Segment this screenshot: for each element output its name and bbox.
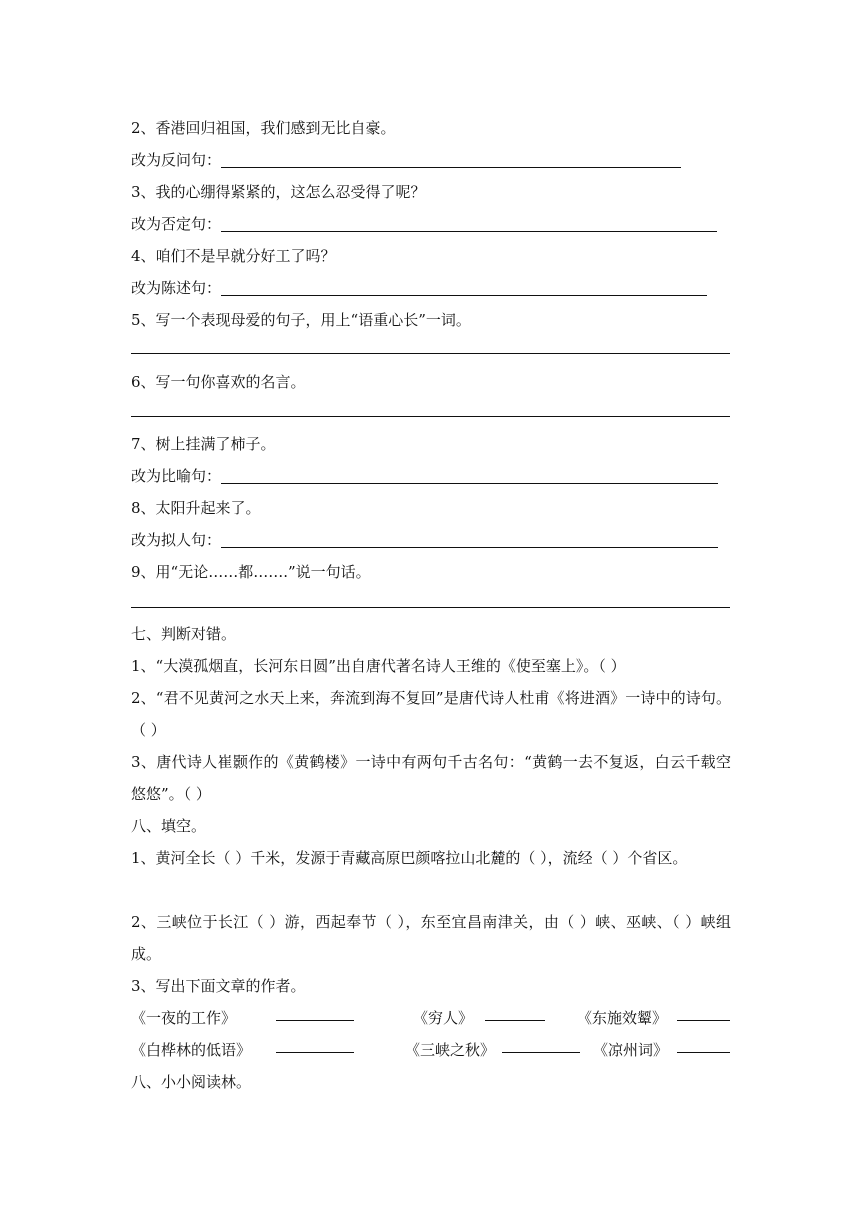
item-8-label: 改为拟人句：	[131, 531, 222, 549]
work-title: 《三峡之秋》	[405, 1041, 496, 1059]
item-8: 8、太阳升起来了。	[131, 499, 261, 517]
author-blank[interactable]	[502, 1034, 580, 1053]
item-2: 2、香港回归祖国，我们感到无比自豪。	[131, 119, 396, 137]
author-blank[interactable]	[276, 1002, 354, 1021]
authors-row-2	[131, 1034, 731, 1066]
fill-1: 1、黄河全长（ ）千米，发源于青藏高原巴颜喀拉山北麓的（ ），流经（ ）个省区。	[131, 849, 688, 867]
author-blank[interactable]	[677, 1034, 730, 1053]
judge-1: 1、“大漠孤烟直，长河东日圆”出自唐代著名诗人王维的《使至塞上》。（ ）	[131, 657, 626, 675]
judge-3: 3、唐代诗人崔颢作的《黄鹤楼》一诗中有两句千古名句：“黄鹤一去不复返，白云千载空悠悠”。（ ）	[131, 753, 731, 803]
work-title: 《一夜的工作》	[131, 1009, 237, 1027]
section-8-heading: 八、填空。	[131, 817, 207, 835]
item-2-label: 改为反问句：	[131, 151, 222, 169]
judge-2: 2、“君不见黄河之水天上来，奔流到海不复回”是唐代诗人杜甫《将进酒》一诗中的诗句。（ ）	[131, 689, 731, 739]
item-4-label: 改为陈述句：	[131, 279, 222, 297]
fill-3: 3、写出下面文章的作者。	[131, 977, 306, 995]
author-blank[interactable]	[276, 1034, 354, 1053]
item-3-answer-line	[131, 208, 717, 240]
item-4-blank[interactable]	[221, 277, 707, 296]
item-3: 3、我的心绷得紧紧的，这怎么忍受得了呢？	[131, 183, 426, 201]
item-9-answer-rule[interactable]	[131, 607, 730, 608]
item-6-answer-rule[interactable]	[131, 416, 730, 417]
fill-2: 2、三峡位于长江（ ）游，西起奉节（ ），东至宜昌南津关，由（ ）峡、巫峡、（ ）峡组成。	[131, 913, 731, 963]
item-2-answer-line	[131, 144, 681, 176]
item-8-blank[interactable]	[221, 529, 718, 548]
item-7: 7、树上挂满了柿子。	[131, 435, 276, 453]
item-7-blank[interactable]	[221, 465, 718, 484]
authors-row-1	[131, 1002, 731, 1034]
item-7-answer-line	[131, 460, 718, 492]
section-8-reading-heading: 八、小小阅读林。	[131, 1073, 252, 1091]
work-title: 《穷人》	[413, 1009, 474, 1027]
work-title: 《东施效颦》	[577, 1009, 668, 1027]
work-title: 《凉州词》	[593, 1041, 669, 1059]
item-5: 5、写一个表现母爱的句子，用上“语重心长”一词。	[131, 311, 471, 329]
item-8-answer-line	[131, 524, 718, 556]
item-6: 6、写一句你喜欢的名言。	[131, 373, 306, 391]
author-blank[interactable]	[485, 1002, 545, 1021]
item-2-blank[interactable]	[221, 149, 681, 168]
item-4: 4、咱们不是早就分好工了吗？	[131, 247, 336, 265]
item-5-answer-rule[interactable]	[131, 353, 730, 354]
author-blank[interactable]	[677, 1002, 730, 1021]
item-3-blank[interactable]	[221, 213, 717, 232]
item-4-answer-line	[131, 272, 707, 304]
work-title: 《白桦林的低语》	[131, 1041, 252, 1059]
item-3-label: 改为否定句：	[131, 215, 222, 233]
section-7-heading: 七、判断对错。	[131, 625, 237, 643]
item-9: 9、用“无论……都…….”说一句话。	[131, 563, 371, 581]
item-7-label: 改为比喻句：	[131, 467, 222, 485]
